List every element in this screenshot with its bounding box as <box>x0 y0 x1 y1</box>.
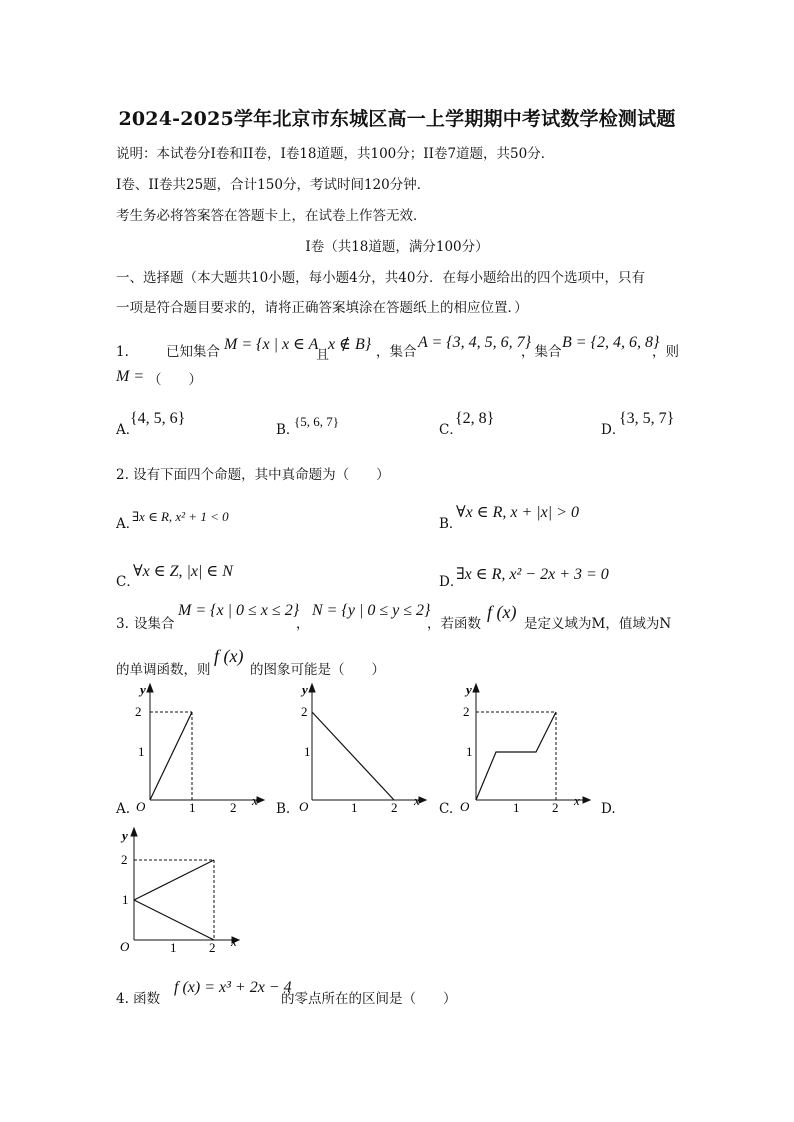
graph-a-x-label: x <box>252 793 258 808</box>
q1-formula-a: A = {3, 4, 5, 6, 7} <box>418 334 532 351</box>
graph-d-x-label: x <box>231 934 237 949</box>
q3-graph-d <box>98 824 258 959</box>
q1-option-b-label: B． <box>276 422 300 438</box>
graph-c-y-label: y <box>466 682 472 697</box>
q3-option-c-label: C. <box>439 801 454 817</box>
part1-line-1: 一、选择题（本大题共10小题，每小题4分，共40分．在每小题给出的四个选项中，只有 <box>116 270 645 286</box>
graph-d-tick-y2: 2 <box>121 852 128 867</box>
q1-option-c-label: C． <box>439 422 463 438</box>
q2-option-d-label: D． <box>439 574 464 590</box>
q3-formula-n: N = {y | 0 ≤ y ≤ 2} <box>312 602 431 619</box>
page-title: 2024-2025学年北京市东城区高一上学期期中考试数学检测试题 <box>118 108 676 130</box>
q2-stem: 2. 设有下面四个命题，其中真命题为（ ） <box>116 467 390 483</box>
q4-number: 4. 函数 <box>116 991 161 1007</box>
q3-number: 3. <box>116 616 129 632</box>
q2-option-d-value: ∃x ∈ R, x² − 2x + 3 = 0 <box>456 566 609 583</box>
intro-line-3: 考生务必将答案答在答题卡上，在试卷上作答无效． <box>116 208 427 224</box>
graph-c-x-label: x <box>574 793 580 808</box>
graph-a-tick-x1: 1 <box>189 800 196 815</box>
graph-a-tick-y1: 1 <box>138 744 145 759</box>
q3-line2-f: f (x) <box>214 646 244 666</box>
q1-formula-b: B = {2, 4, 6, 8} <box>562 334 660 351</box>
graph-b-origin: O <box>299 799 309 814</box>
graph-c-tick-y1: 1 <box>466 744 473 759</box>
q1-line2-formula: M = <box>116 368 145 385</box>
q1-formula-m: M = {x | x ∈ A <box>224 336 319 353</box>
graph-c-tick-y2: 2 <box>463 704 470 719</box>
q1-option-a-label: A． <box>116 422 140 438</box>
graph-b-tick-y1: 1 <box>304 744 311 759</box>
graph-d-tick-x2: 2 <box>209 940 216 955</box>
q3-text-c: 是定义域为M，值域为N <box>524 616 672 632</box>
graph-b-tick-x2: 2 <box>391 800 398 815</box>
graph-a-origin: O <box>136 799 146 814</box>
graph-d-origin: O <box>120 939 130 954</box>
q3-text-a: 设集合 <box>134 616 175 632</box>
graph-b-tick-x1: 1 <box>351 800 358 815</box>
graph-d-tick-y1: 1 <box>122 892 129 907</box>
q3-option-d-label: D. <box>601 801 616 817</box>
q2-option-b-label: B． <box>439 516 463 532</box>
graph-b-y-label: y <box>302 682 308 697</box>
graph-a-tick-y2: 2 <box>135 704 142 719</box>
graph-d-tick-x1: 1 <box>170 940 177 955</box>
q1-text-a: 已知集合 <box>166 344 220 360</box>
q1-text-d: ，则 <box>652 344 679 360</box>
graph-d-y-label: y <box>122 828 128 843</box>
intro-line-1: 说明：本试卷分I卷和II卷，I卷18道题，共100分；II卷7道题，共50分． <box>116 146 555 162</box>
section-header: I卷（共18道题，满分100分） <box>305 239 489 255</box>
graph-b-tick-y2: 2 <box>301 704 308 719</box>
q1-number: 1. <box>116 344 129 360</box>
q2-option-a-label: A． <box>116 516 140 532</box>
q1-text-b: ，集合 <box>376 344 417 360</box>
q3-formula-m: M = {x | 0 ≤ x ≤ 2} <box>178 602 300 619</box>
q3-line2-b: 的图象可能是（ ） <box>250 662 385 678</box>
graph-c-tick-x2: 2 <box>552 800 559 815</box>
q3-option-a-label: A. <box>116 801 131 817</box>
q2-option-a-value: ∃x ∈ R, x² + 1 < 0 <box>132 509 229 524</box>
q1-conjunction: 且 <box>316 348 330 363</box>
part1-line-2: 一项是符合题目要求的，请将正确答案填涂在答题纸上的相应位置．） <box>116 300 528 316</box>
q1-formula-m2: x ∉ B} <box>328 336 372 353</box>
q3-comma: ， <box>296 616 310 632</box>
q1-answer-paren: （ ） <box>148 372 202 388</box>
intro-line-2: I卷、II卷共25题，合计150分，考试时间120分钟． <box>116 177 431 193</box>
q3-line2-a: 的单调函数，则 <box>116 662 211 678</box>
graph-a-tick-x2: 2 <box>230 800 237 815</box>
graph-c-origin: O <box>460 799 470 814</box>
q3-text-b: ，若函数 <box>427 616 481 632</box>
graph-c-tick-x1: 1 <box>513 800 520 815</box>
q1-option-c-value: {2, 8} <box>455 410 495 427</box>
graph-b-x-label: x <box>414 793 420 808</box>
q1-option-b-value: {5, 6, 7} <box>294 414 339 429</box>
q1-option-d-label: D． <box>601 422 626 438</box>
q2-option-c-value: ∀x ∈ Z, |x| ∈ N <box>133 563 233 580</box>
graph-a-y-label: y <box>140 682 146 697</box>
q3-graph-c <box>438 680 598 815</box>
q2-option-b-value: ∀x ∈ R, x + |x| > 0 <box>456 504 579 521</box>
q1-option-d-value: {3, 5, 7} <box>619 410 675 427</box>
q4-tail: 的零点所在的区间是（ ） <box>281 991 457 1007</box>
q3-graph-b <box>274 680 434 815</box>
q2-option-c-label: C． <box>116 574 140 590</box>
q3-option-b-label: B. <box>276 801 291 817</box>
q3-formula-f: f (x) <box>487 602 517 622</box>
q1-text-c: ，集合 <box>521 344 562 360</box>
q3-graph-a <box>112 680 272 815</box>
q1-option-a-value: {4, 5, 6} <box>130 410 186 427</box>
q4-formula: f (x) = x³ + 2x − 4 <box>174 979 292 996</box>
